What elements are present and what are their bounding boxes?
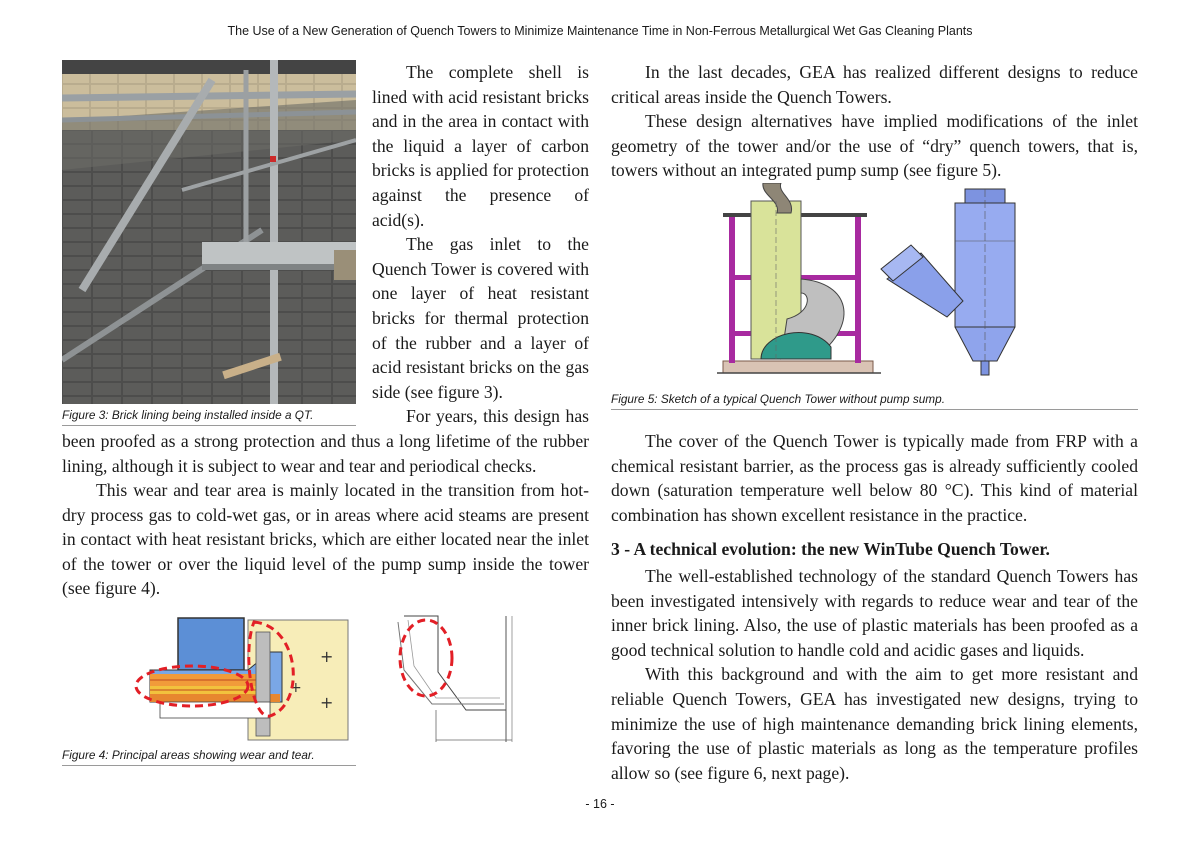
plus-mark-1: + xyxy=(320,647,334,666)
wear-area-drawing-right xyxy=(374,612,534,744)
plus-mark-3: + xyxy=(290,680,302,696)
left-paragraph-2: The gas inlet to the Quench Tower is covered with one layer of heat resistant bricks for thermal protection of the rubber and a layer of acid resistant bricks on the gas side (see figure 3). xyxy=(372,234,589,402)
left-paragraph-4: This wear and tear area is mainly located in the transition from hot-dry process gas to cold-wet gas, or in areas where acid steams are present in contact with heat resistant bricks, which are either located near the inlet of the tower or over the liquid level of the pump sump inside the tower (see figure 4). xyxy=(62,480,589,599)
right-paragraph-2: These design alternatives have implied modifications of the inlet geometry of the tower and/or the use of “dry” quench towers, that is, towers without an integrated pump sump (see figure 5). xyxy=(611,111,1138,181)
section-heading: 3 - A technical evolution: the new WinTube Quench Tower. xyxy=(611,539,1050,560)
left-column xyxy=(62,60,589,601)
left-paragraph-1: The complete shell is lined with acid resistant bricks and in the area in contact with the liquid a layer of carbon bricks is applied for protection against the presence of acid(s). xyxy=(372,62,589,230)
figure-5-caption: Figure 5: Sketch of a typical Quench Tower without pump sump. xyxy=(611,388,1138,410)
right-paragraph-5: With this background and with the aim to get more resistant and reliable Quench Towers, GEA has investigated new designs, trying to minimize the use of high maintenance demanding brick lining elements, favoring the use of plastic materials as long as the temperature profiles allow so (see figure 6, next page). xyxy=(611,664,1138,783)
running-header: The Use of a New Generation of Quench Towers to Minimize Maintenance Time in Non-Ferrous Metallurgical Wet Gas Cleaning Plants xyxy=(227,24,973,38)
figure-3 xyxy=(62,60,356,426)
plus-mark-2: + xyxy=(320,693,334,712)
quench-tower-sketch xyxy=(611,183,1138,389)
right-paragraph-3: The cover of the Quench Tower is typically made from FRP with a chemical resistant barrier, as the process gas is already sufficiently cooled down (saturation temperature well below 80 °C). This kind of material combination has shown excellent resistance in the practice. xyxy=(611,430,1138,525)
brick-lining-illustration xyxy=(62,60,356,404)
left-paragraph-3: For years, this design has been proofed as a strong protection and thus a long lifetime of the rubber lining, although it is subject to wear and tear and periodical checks. xyxy=(62,406,589,476)
figure-5 xyxy=(611,183,1138,389)
right-paragraph-1: In the last decades, GEA has realized different designs to reduce critical areas inside the Quench Towers. xyxy=(611,62,1138,107)
page-number: - 16 - xyxy=(585,797,615,811)
right-paragraph-4: The well-established technology of the standard Quench Towers has been investigated intensively with regards to reduce wear and tear of the inner brick lining. Also, the use of plastic materials has been proofed as a good technical solution to handle cold and acidic gases and liquids. xyxy=(611,565,1138,660)
brick-lining-photo xyxy=(62,60,356,404)
figure-3-caption: Figure 3: Brick lining being installed inside a QT. xyxy=(62,404,356,426)
right-column xyxy=(611,60,1138,785)
figure-4-caption: Figure 4: Principal areas showing wear and tear. xyxy=(62,744,356,766)
wear-zone-circle-3 xyxy=(400,620,452,696)
